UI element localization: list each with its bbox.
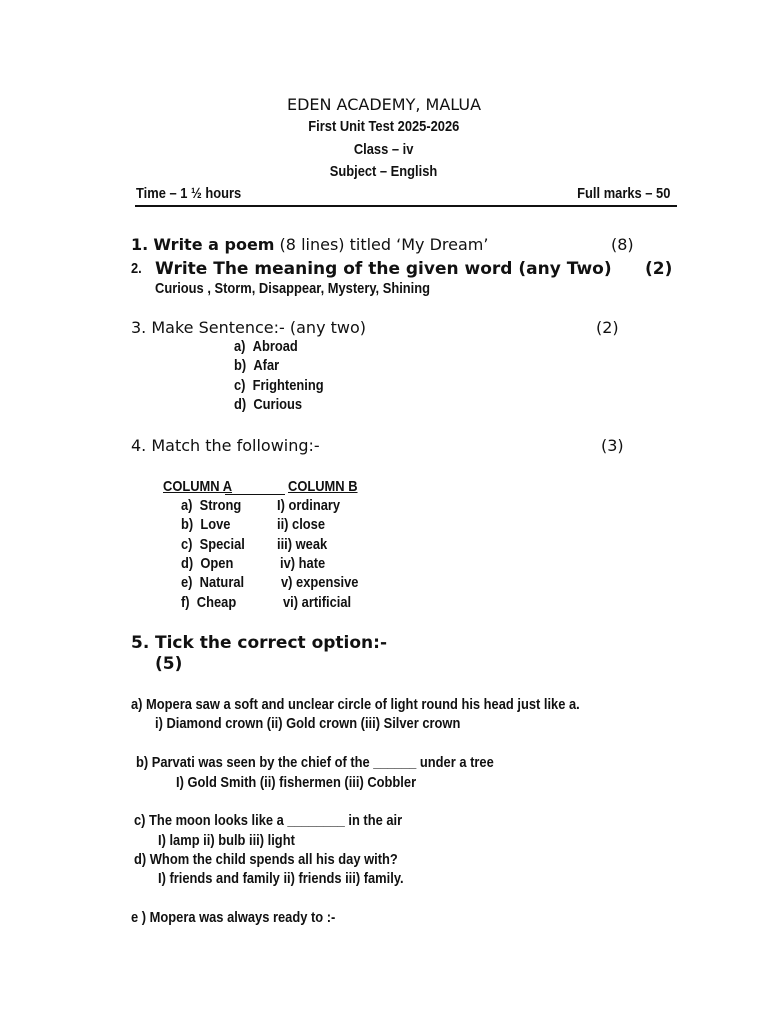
table-row xyxy=(181,594,236,611)
column-a-cell: Cheap xyxy=(196,594,237,611)
table-row xyxy=(181,516,230,533)
column-a-cell: Open xyxy=(200,555,234,572)
item-text: Afar xyxy=(253,357,280,374)
full-marks-text: Full marks – 50 xyxy=(576,185,670,202)
column-b-cell: ii) close xyxy=(277,516,326,533)
subject-line xyxy=(0,163,768,180)
q1-text: (8 lines) titled ‘My Dream’ xyxy=(274,235,489,254)
school-name: EDEN ACADEMY, MALUA xyxy=(286,95,482,114)
item-label: c) xyxy=(234,377,246,394)
row-label: e) xyxy=(181,574,193,591)
column-b-cell: I) ordinary xyxy=(277,497,341,514)
column-a-cell: Natural xyxy=(199,574,245,591)
q1-number: 1. xyxy=(131,235,149,254)
item-label: b) xyxy=(234,357,247,374)
test-title xyxy=(0,118,768,135)
class-line xyxy=(0,141,768,158)
column-b-cell: vi) artificial xyxy=(283,594,352,611)
question-3: 3. Make Sentence:- (any two) xyxy=(131,318,367,337)
q3-marks: (2) xyxy=(596,318,619,337)
header-divider xyxy=(135,205,677,207)
row-label: b) xyxy=(181,516,194,533)
question-1 xyxy=(131,235,488,254)
list-item xyxy=(234,357,279,374)
q2-words: Curious , Storm, Disappear, Mystery, Shining xyxy=(155,280,431,297)
row-label: f) xyxy=(181,594,190,611)
mcq-question: b) Parvati was seen by the chief of the ______ under a tree xyxy=(136,754,494,771)
subject-text: Subject – English xyxy=(330,163,438,180)
mcq-options: i) Diamond crown (ii) Gold crown (iii) Silver crown xyxy=(155,715,461,732)
question-4: 4. Match the following:- xyxy=(131,436,320,455)
column-b-cell: iii) weak xyxy=(277,536,328,553)
time-label: Time – 1 ½ hours xyxy=(136,185,242,202)
column-header-underline xyxy=(225,478,285,495)
mcq-question: e ) Mopera was always ready to :- xyxy=(131,909,336,926)
row-label: a) xyxy=(181,497,193,514)
q5-number: 5. xyxy=(131,633,150,653)
column-a-cell: Special xyxy=(199,536,245,553)
table-row xyxy=(181,497,241,514)
list-item xyxy=(234,338,298,355)
item-text: Frightening xyxy=(252,377,324,394)
item-text: Abroad xyxy=(252,338,298,355)
item-label: d) xyxy=(234,396,247,413)
mcq-options: I) lamp ii) bulb iii) light xyxy=(158,832,295,849)
list-item xyxy=(234,377,324,394)
q5-marks: (5) xyxy=(155,654,183,674)
test-title-text: First Unit Test 2025-2026 xyxy=(308,118,460,135)
item-label: a) xyxy=(234,338,246,355)
column-a-cell: Strong xyxy=(199,497,242,514)
q2-number: 2. xyxy=(131,260,142,277)
list-item xyxy=(234,396,302,413)
q4-marks: (3) xyxy=(601,436,624,455)
item-text: Curious xyxy=(253,396,303,413)
q2-marks: (2) xyxy=(645,259,673,279)
mcq-options: I) friends and family ii) friends iii) family. xyxy=(158,870,404,887)
column-b-header: COLUMN B xyxy=(288,478,358,495)
q5-text: Tick the correct option:- xyxy=(155,633,388,653)
table-row xyxy=(181,555,233,572)
row-label: c) xyxy=(181,536,193,553)
table-row xyxy=(181,574,244,591)
q1-marks: (8) xyxy=(611,235,634,254)
column-a-header: COLUMN A xyxy=(163,478,233,495)
row-label: d) xyxy=(181,555,194,572)
mcq-question: c) The moon looks like a ________ in the air xyxy=(134,812,403,829)
mcq-question: d) Whom the child spends all his day with? xyxy=(134,851,398,868)
mcq-question: a) Mopera saw a soft and unclear circle of light round his head just like a. xyxy=(131,696,580,713)
column-a-cell: Love xyxy=(200,516,231,533)
full-marks-label xyxy=(520,185,670,202)
q2-text: Write The meaning of the given word (any Two) xyxy=(155,259,612,279)
class-text: Class – iv xyxy=(354,141,414,158)
q1-bold-text: Write a poem xyxy=(153,235,275,254)
mcq-options: I) Gold Smith (ii) fishermen (iii) Cobbler xyxy=(176,774,417,791)
column-b-cell: v) expensive xyxy=(281,574,359,591)
table-row xyxy=(181,536,245,553)
column-b-cell: iv) hate xyxy=(280,555,326,572)
